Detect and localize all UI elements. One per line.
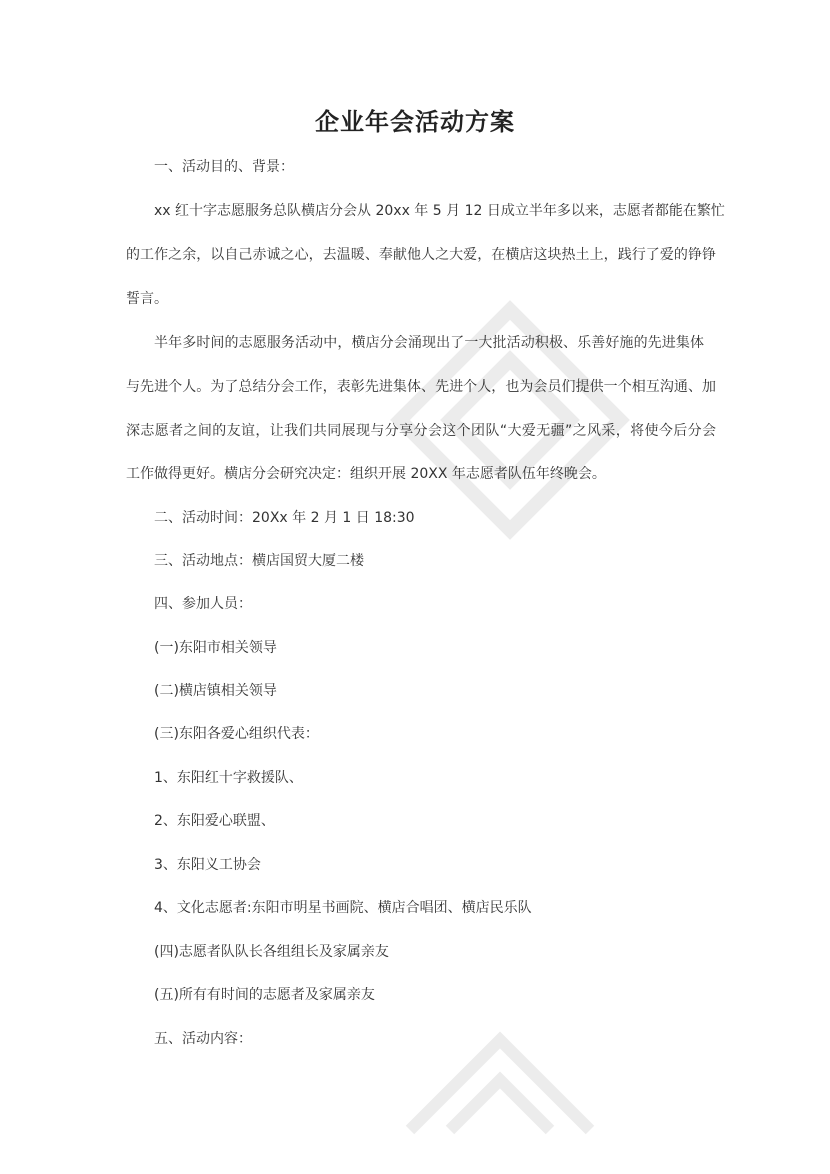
paragraph-1-line-3: 誓言。: [126, 291, 168, 307]
paragraph-2-line-4: 工作做得更好。横店分会研究决定：组织开展 20XX 年志愿者队伍年终晚会。: [126, 466, 606, 482]
participant-item: 1、东阳红十字救援队、: [154, 770, 303, 786]
participant-item: 2、东阳爱心联盟、: [154, 813, 275, 829]
participant-item: 3、东阳义工协会: [154, 857, 261, 873]
paragraph-2-line-2: 与先进个人。为了总结分会工作，表彰先进集体、先进个人，也为会员们提供一个相互沟通、加: [126, 379, 716, 395]
participant-item: 4、文化志愿者:东阳市明星书画院、横店合唱团、横店民乐队: [154, 900, 532, 916]
paragraph-2-line-1: 半年多时间的志愿服务活动中，横店分会涌现出了一大批活动积极、乐善好施的先进集体: [154, 335, 704, 351]
paragraph-2-line-3: 深志愿者之间的友谊，让我们共同展现与分享分会这个团队“大爱无疆”之风采，将使今后分会: [126, 423, 716, 439]
section-5-heading: 五、活动内容：: [154, 1031, 252, 1047]
section-2-time: 二、活动时间：20Xx 年 2 月 1 日 18:30: [154, 510, 415, 526]
paragraph-1-line-2: 的工作之余，以自己赤诚之心，去温暖、奉献他人之大爱，在横店这块热土上，践行了爱的铮铮: [126, 247, 716, 263]
participant-item: (四)志愿者队队长各组组长及家属亲友: [154, 944, 389, 960]
participant-item: (一)东阳市相关领导: [154, 640, 277, 656]
participant-item: (五)所有有时间的志愿者及家属亲友: [154, 987, 375, 1003]
paragraph-1-line-1: xx 红十字志愿服务总队横店分会从 20xx 年 5 月 12 日成立半年多以来，志愿者都能在繁忙: [154, 203, 725, 219]
section-3-location: 三、活动地点：横店国贸大厦二楼: [154, 553, 364, 569]
participant-item: (三)东阳各爱心组织代表：: [154, 726, 319, 742]
participant-item: (二)横店镇相关领导: [154, 683, 277, 699]
section-1-heading: 一、活动目的、背景：: [154, 159, 294, 175]
watermark-logo-bottom: [380, 1000, 620, 1174]
page-title: 企业年会活动方案: [315, 108, 515, 136]
section-4-heading: 四、参加人员：: [154, 596, 252, 612]
